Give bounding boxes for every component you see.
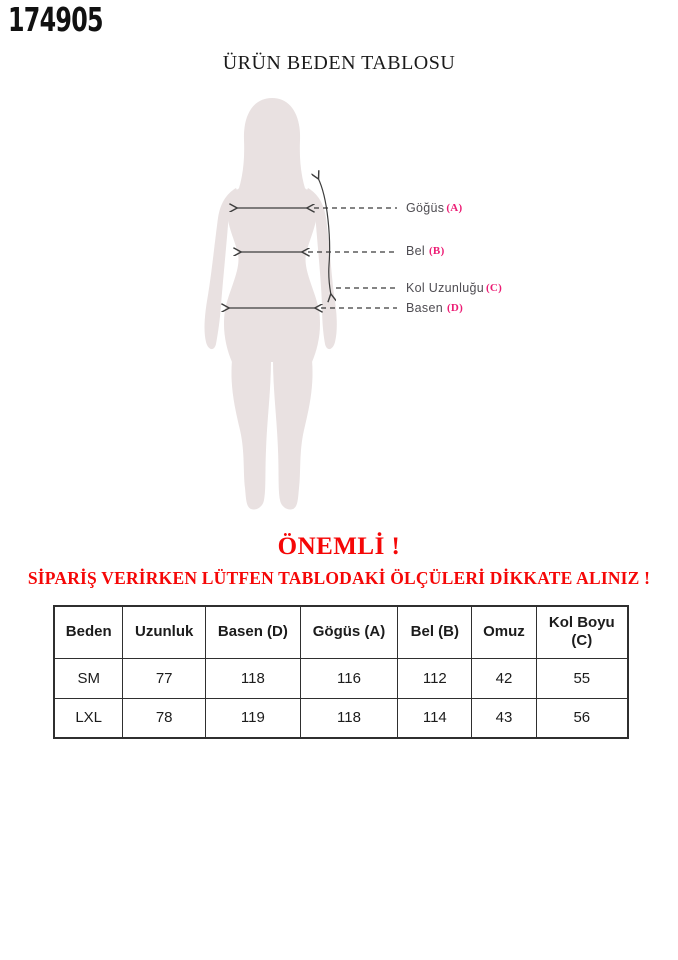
size-table-head-row [54, 606, 628, 658]
column-header: Omuz [472, 606, 536, 658]
table-cell: 43 [472, 698, 536, 738]
column-header: Bel (B) [398, 606, 472, 658]
label-hip-text: Basen [406, 301, 443, 315]
table-cell: 112 [398, 658, 472, 698]
label-chest-text: Göğüs [406, 201, 445, 215]
important-heading: ÖNEMLİ ! [277, 533, 401, 560]
body-measurement-diagram [190, 90, 660, 520]
table-cell: 78 [123, 698, 206, 738]
label-chest-letter: (A) [446, 202, 463, 214]
table-cell: 55 [536, 658, 628, 698]
table-cell: LXL [54, 698, 123, 738]
table-cell: 114 [398, 698, 472, 738]
table-cell: 119 [206, 698, 301, 738]
label-chest [406, 200, 463, 216]
column-header: Beden [54, 606, 123, 658]
label-hip [406, 300, 463, 316]
label-hip-letter: (D) [446, 302, 464, 314]
size-table-container [53, 605, 629, 739]
size-table-body [54, 658, 628, 738]
table-cell: 77 [123, 658, 206, 698]
size-table [53, 605, 629, 739]
table-cell: 42 [472, 658, 536, 698]
page-title: ÜRÜN BEDEN TABLOSU [222, 52, 456, 74]
label-waist-text: Bel [406, 244, 425, 258]
table-cell: 118 [300, 698, 398, 738]
table-cell: SM [54, 658, 123, 698]
table-cell: 56 [536, 698, 628, 738]
table-cell: 118 [206, 658, 301, 698]
silhouette-shape [205, 98, 337, 510]
label-waist [406, 243, 445, 259]
column-header: Uzunluk [123, 606, 206, 658]
table-row [54, 698, 628, 738]
product-code: 174905 [8, 0, 103, 39]
table-row [54, 658, 628, 698]
label-sleeve-text: Kol Uzunluğu [406, 281, 484, 295]
column-header: Basen (D) [206, 606, 301, 658]
column-header: Gögüs (A) [300, 606, 398, 658]
order-warning-text: SİPARİŞ VERİRKEN LÜTFEN TABLODAKİ ÖLÇÜLERİ DİKKATE ALINIZ ! [27, 568, 651, 588]
label-sleeve-letter: (C) [485, 282, 503, 294]
column-header: Kol Boyu (C) [536, 606, 628, 658]
label-sleeve [406, 280, 502, 296]
label-waist-letter: (B) [428, 245, 445, 257]
table-cell: 116 [300, 658, 398, 698]
